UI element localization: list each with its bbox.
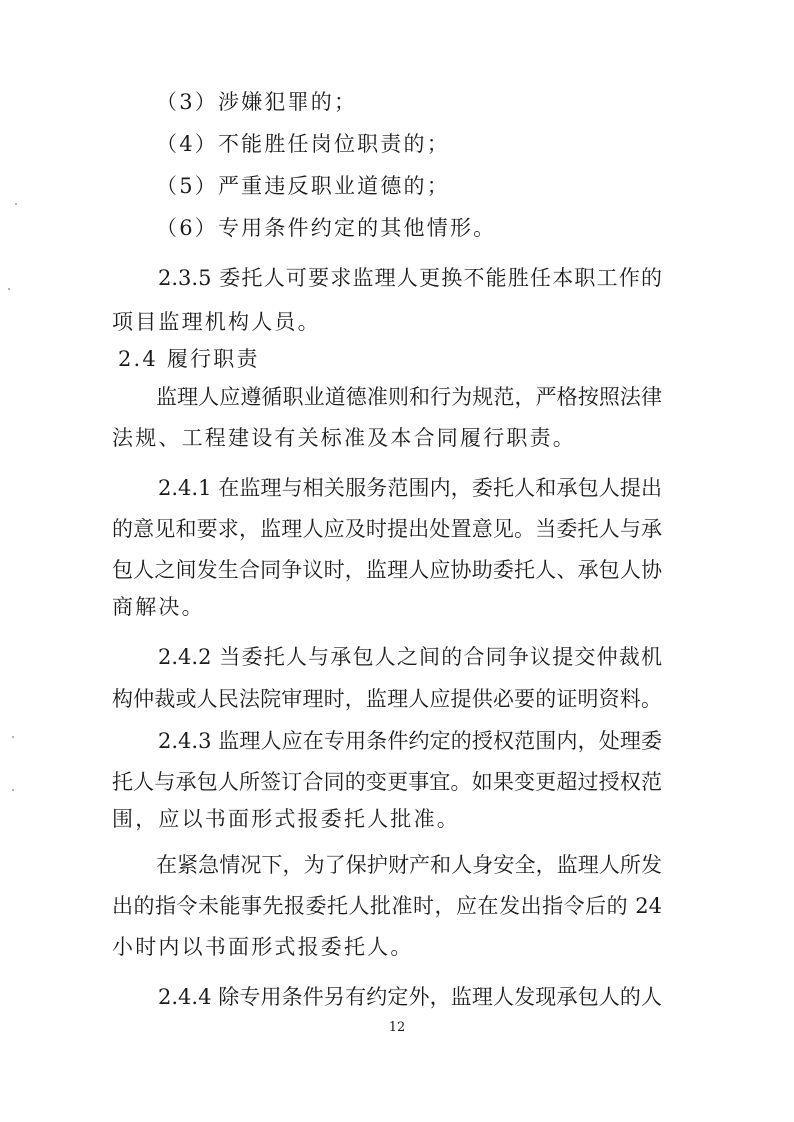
text-line: 包人之间发生合同争议时，监理人应协助委托人、承包人协: [112, 558, 662, 582]
scan-mark: [12, 736, 14, 738]
text-line: 托人与承包人所签订合同的变更事宜。如果变更超过授权范: [112, 770, 662, 794]
text-line: 监理人应遵循职业道德准则和行为规范，严格按照法律: [156, 385, 662, 409]
text-line: 构仲裁或人民法院审理时，监理人应提供必要的证明资料。: [112, 687, 662, 711]
text-line: 项目监理机构人员。: [112, 310, 321, 334]
text-line: 出的指令未能事先报委托人批准时，应在发出指令后的 24: [112, 894, 662, 918]
text-line: 法规、工程建设有关标准及本合同履行职责。: [112, 426, 576, 450]
text-line: 2.4.2 当委托人与承包人之间的合同争议提交仲裁机: [158, 645, 662, 669]
text-line: 小时内以书面形式报委托人。: [112, 935, 414, 959]
page-number: 12: [388, 1020, 406, 1035]
text-line: （3）涉嫌犯罪的；: [156, 90, 358, 114]
text-line: 围，应以书面形式报委托人批准。: [112, 807, 460, 831]
text-line: （6）专用条件约定的其他情形。: [156, 216, 497, 240]
text-line: 的意见和要求，监理人应及时提出处置意见。当委托人与承: [112, 517, 662, 541]
text-line: 商解决。: [112, 595, 205, 619]
text-line: 2.4.1 在监理与相关服务范围内，委托人和承包人提出: [158, 476, 662, 500]
section-heading: 2.4 履行职责: [118, 347, 260, 371]
scan-mark: [15, 203, 17, 205]
scan-mark: [12, 789, 14, 791]
text-line: （5）严重违反职业道德的；: [156, 174, 450, 198]
text-line: 2.4.4 除专用条件另有约定外，监理人发现承包人的人: [158, 985, 662, 1009]
scan-mark: [8, 288, 10, 290]
text-line: 在紧急情况下，为了保护财产和人身安全，监理人所发: [156, 853, 662, 877]
text-line: （4）不能胜任岗位职责的；: [156, 132, 450, 156]
text-line: 2.3.5 委托人可要求监理人更换不能胜任本职工作的: [158, 266, 662, 290]
text-line: 2.4.3 监理人应在专用条件约定的授权范围内，处理委: [158, 729, 662, 753]
